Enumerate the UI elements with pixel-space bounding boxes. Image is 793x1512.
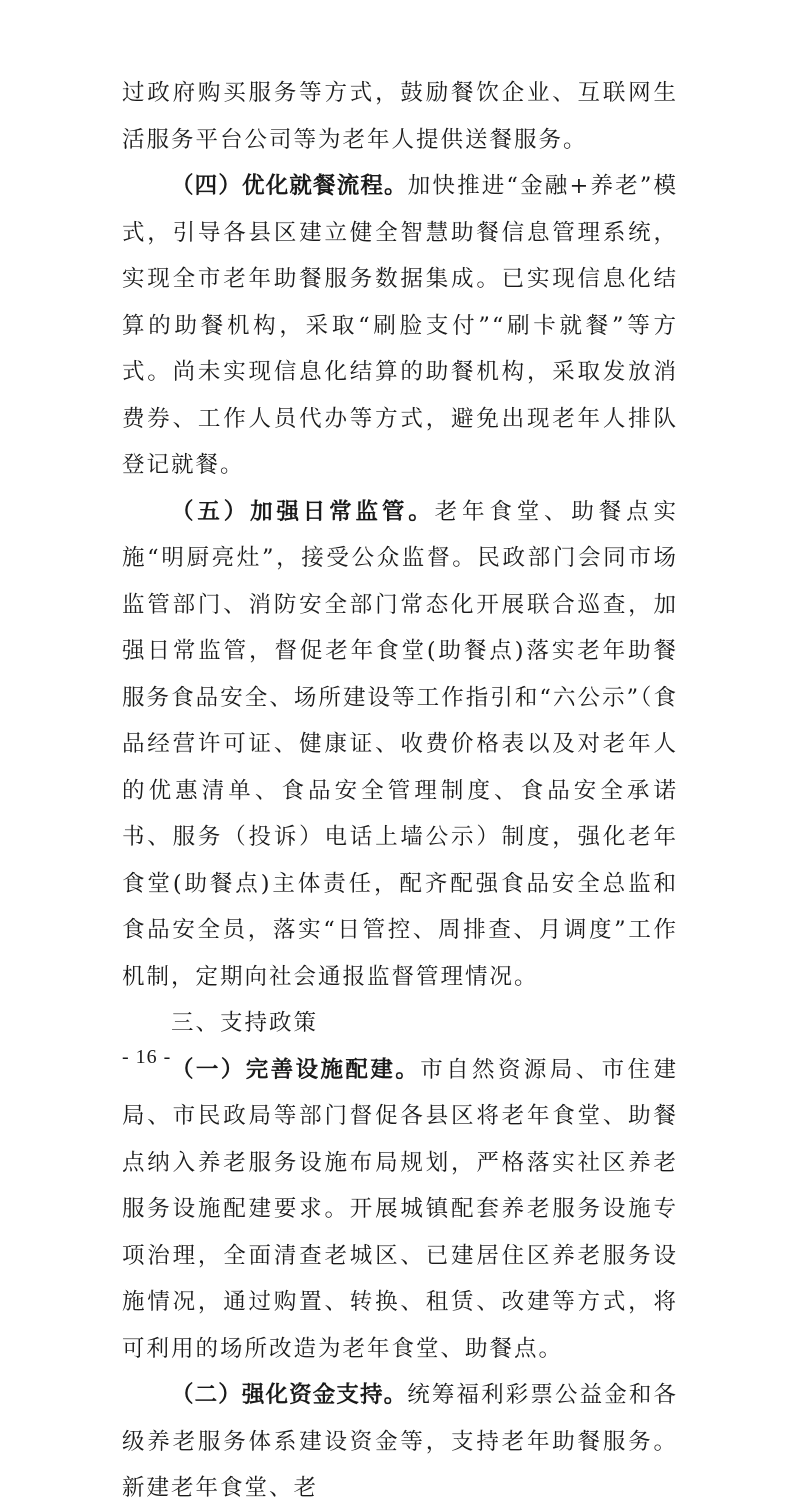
paragraph-5 xyxy=(122,489,678,1001)
paragraph-heading: （一）完善设施配建。 xyxy=(171,1056,421,1083)
paragraph-text: 统筹福利彩票公益金和各级养老服务体系建设资金等，支持老年助餐服务。新建老年食堂、老 xyxy=(122,1382,678,1501)
paragraph-text: 老年食堂、助餐点实施“明厨亮灶”，接受公众监督。民政部门会同市场监管部门、消防安全部门常态化开展联合巡查，加强日常监管，督促老年食堂(助餐点)落实老年助餐服务食品安全、场所建设等工作指引和“六公示”（食品经营许可证、健康证、收费价格表以及对老年人的优惠清单、食品安全管理制度、食品安全承诺书、服务（投诉）电话上墙公示）制度，强化老年食堂(助餐点)主体责任，配齐配强食品安全总监和食品安全员，落实“日管控、周排查、月调度”工作机制，定期向社会通报监督管理情况。 xyxy=(122,498,678,990)
paragraph-heading: （二）强化资金支持。 xyxy=(171,1382,408,1408)
paragraph-continuation xyxy=(122,70,678,163)
paragraph-text: 加快推进“金融+养老”模式，引导各县区建立健全智慧助餐信息管理系统，实现全市老年助餐服务数据集成。已实现信息化结算的助餐机构，采取“刷脸支付”“刷卡就餐”等方式。尚未实现信息化结算的助餐机构，采取发放消费券、工作人员代办等方式，避免出现老年人排队登记就餐。 xyxy=(122,173,678,478)
paragraph-2 xyxy=(122,1372,678,1512)
section-title: 三、支持政策 xyxy=(171,1010,319,1036)
paragraph-1 xyxy=(122,1047,678,1373)
body-text xyxy=(122,70,678,1512)
paragraph-text: 过政府购买服务等方式，鼓励餐饮企业、互联网生活服务平台公司等为老年人提供送餐服务。 xyxy=(122,80,678,153)
paragraph-heading: （四）优化就餐流程。 xyxy=(171,173,408,199)
paragraph-4 xyxy=(122,163,678,489)
paragraph-text: 市自然资源局、市住建局、市民政局等部门督促各县区将老年食堂、助餐点纳入养老服务设施布局规划，严格落实社区养老服务设施配建要求。开展城镇配套养老服务设施专项治理，全面清查老城区、已建居住区养老服务设施情况，通过购置、转换、租赁、改建等方式，将可利用的场所改造为老年食堂、助餐点。 xyxy=(122,1056,678,1362)
paragraph-heading: （五）加强日常监管。 xyxy=(171,498,435,525)
page-number: - 16 - xyxy=(122,1046,172,1068)
